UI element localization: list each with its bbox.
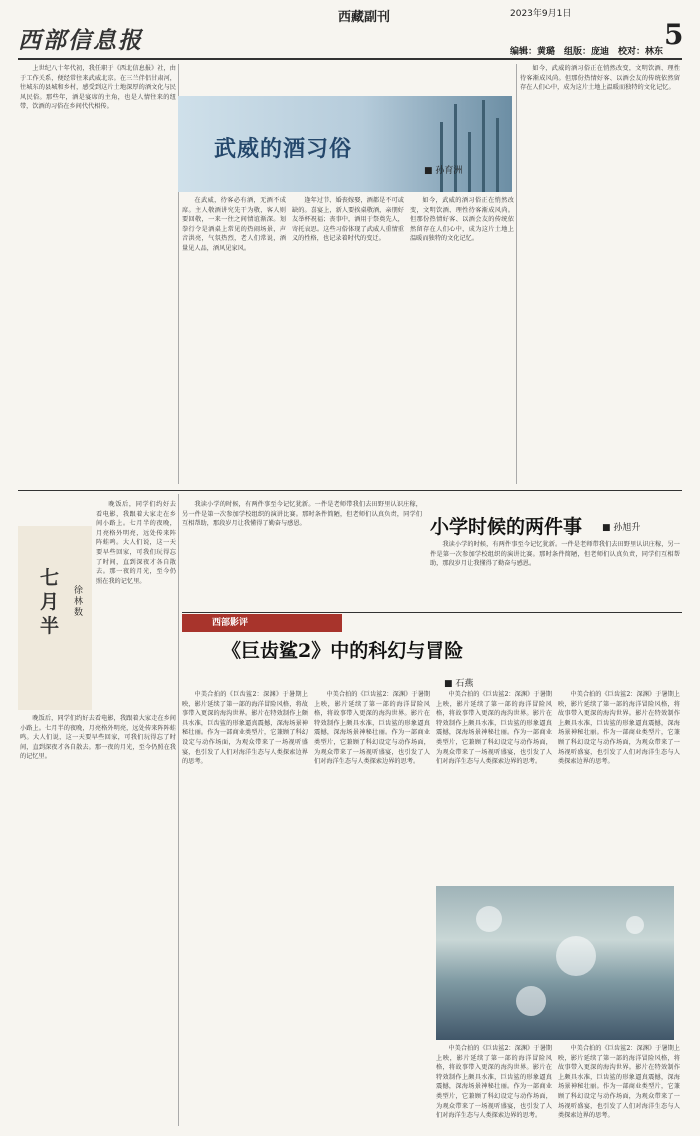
article1-column-1: 上世纪八十年代初，我任职于《西北信息报》社，由于工作关系，便经常往来武威北京。在三兰伴侣甘肃河，往城东的县城和乡村，感受到这片土地深厚的酒文化与民风民俗。那些年，酒是宴席的主角，也是人情往来的纽带，饮酒的习俗在乡间代代相传。 [20, 65, 176, 111]
article1-column-2: 在武威，待客必有酒，无酒不成席。主人敬酒讲究先干为敬，客人则要回敬，一来一往之间情谊渐深。划拳行令是酒桌上常见的热闹场景，声音洪亮，气氛热烈，老人们常说，酒量见人品，酒风见家风。 [182, 197, 286, 252]
novel-title: 七月半 [40, 567, 60, 637]
article2-title: 小学时候的两件事 [430, 516, 583, 538]
article1-column-3: 逢年过节、婚丧嫁娶，酒都是不可或缺的。喜宴上，新人要挨桌敬酒，亲朋好友举杯祝福；丧事中，酒用于祭奠先人，寄托哀思。这些习俗体现了武威人重情重义的性格，也记录着时代的变迁。 [292, 197, 404, 243]
article3-title: 《巨齿鲨2》中的科幻与冒险 [222, 640, 464, 662]
article3-column-2: 中美合拍的《巨齿鲨2：深渊》于暑期上映，影片延续了第一部的海洋冒险风格，将故事带入更深的海沟世界。影片在特效制作上颇具水准，巨齿鲨的形象逼真震撼，深海场景神秘壮丽。作为一部商业类型片，它兼顾了科幻设定与动作场面，为观众带来了一场视听盛宴，也引发了人们对海洋生态与人类探索边界的思考。 [314, 691, 430, 766]
article2-text-right: 我读小学的时候，有两件事至今记忆犹新。一件是老师带我们去田野里认识庄稼，另一件是第一次参加学校组织的演讲比赛。那时条件简陋，但老师们认真负责，同学们互相帮助，那段岁月让我懂得了勤奋与感恩。 [430, 541, 680, 568]
article1-column-5: 如今，武威的酒习俗正在悄然改变，文明饮酒、理性待客渐成风尚。但那份热情好客、以酒会友的传统依然留存在人们心中，成为这片土地上温暖而独特的文化记忆。 [520, 65, 680, 92]
article3-column-1: 中美合拍的《巨齿鲨2：深渊》于暑期上映，影片延续了第一部的海洋冒险风格，将故事带入更深的海沟世界。影片在特效制作上颇具水准，巨齿鲨的形象逼真震撼，深海场景神秘壮丽。作为一部商业类型片，它兼顾了科幻设定与动作场面，为观众带来了一场视听盛宴，也引发了人们对海洋生态与人类探索边界的思考。 [182, 691, 308, 766]
article3-column-3-bottom: 中美合拍的《巨齿鲨2：深渊》于暑期上映，影片延续了第一部的海洋冒险风格，将故事带入更深的海沟世界。影片在特效制作上颇具水准，巨齿鲨的形象逼真震撼，深海场景神秘壮丽。作为一部商业类型片，它兼顾了科幻设定与动作场面，为观众带来了一场视听盛宴，也引发了人们对海洋生态与人类探索边界的思考。 [436, 1045, 552, 1120]
novel-author: 徐 林数 [74, 586, 84, 618]
novel-title-box [18, 526, 92, 710]
column-divider [516, 64, 517, 484]
header-rule [18, 58, 682, 60]
shark-movie-photo [436, 886, 674, 1040]
article3-column-3: 中美合拍的《巨齿鲨2：深渊》于暑期上映，影片延续了第一部的海洋冒险风格，将故事带入更深的海沟世界。影片在特效制作上颇具水准，巨齿鲨的形象逼真震撼，深海场景神秘壮丽。作为一部商业类型片，它兼顾了科幻设定与动作场面，为观众带来了一场视听盛宴，也引发了人们对海洋生态与人类探索边界的思考。 [436, 691, 552, 766]
article1-column-4: 如今，武威的酒习俗正在悄然改变，文明饮酒、理性待客渐成风尚。但那份热情好客、以酒会友的传统依然留存在人们心中，成为这片土地上温暖而独特的文化记忆。 [410, 197, 514, 243]
article1-author: ■ 孙育洲 [424, 166, 463, 176]
article3-column-4: 中美合拍的《巨齿鲨2：深渊》于暑期上映，影片延续了第一部的海洋冒险风格，将故事带入更深的海沟世界。影片在特效制作上颇具水准，巨齿鲨的形象逼真震撼，深海场景神秘壮丽。作为一部商业类型片，它兼顾了科幻设定与动作场面，为观众带来了一场视听盛宴，也引发了人们对海洋生态与人类探索边界的思考。 [558, 691, 680, 766]
article1-banner [178, 96, 512, 192]
section-title: 西部信息报 [18, 27, 143, 54]
article2-text-left: 我读小学的时候，有两件事至今记忆犹新。一件是老师带我们去田野里认识庄稼，另一件是第一次参加学校组织的演讲比赛。那时条件简陋，但老师们认真负责，同学们互相帮助，那段岁月让我懂得了勤奋与感恩。 [182, 501, 422, 528]
section-rule [182, 612, 682, 613]
section-rule [18, 490, 682, 491]
novel-text-top: 晚饭后，同学们约好去看电影，我跟着大家走在乡间小路上。七月半的夜晚，月亮格外明亮，远处传来阵阵蛙鸣。大人们说，这一天要早些回家，可我们玩得忘了时间，直到深夜才各自散去。那一夜的月光，至今仍照在我的记忆里。 [96, 501, 176, 585]
issue-date: 2023年9月1日 [510, 9, 572, 19]
article2-author: ■ 孙旭升 [602, 523, 641, 533]
film-review-section-label: 西部影评 [182, 614, 342, 632]
article3-column-4-bottom: 中美合拍的《巨齿鲨2：深渊》于暑期上映，影片延续了第一部的海洋冒险风格，将故事带入更深的海沟世界。影片在特效制作上颇具水准，巨齿鲨的形象逼真震撼，深海场景神秘壮丽。作为一部商业类型片，它兼顾了科幻设定与动作场面，为观众带来了一场视听盛宴，也引发了人们对海洋生态与人类探索边界的思考。 [558, 1045, 680, 1120]
article3-author: ■ 石燕 [444, 679, 474, 689]
brand-name: 西藏副刊 [338, 10, 391, 25]
column-divider [178, 494, 179, 1126]
page-header [0, 0, 700, 60]
novel-text-bottom: 晚饭后，同学们约好去看电影，我跟着大家走在乡间小路上。七月半的夜晚，月亮格外明亮，远处传来阵阵蛙鸣。大人们说，这一天要早些回家，可我们玩得忘了时间，直到深夜才各自散去。那一夜的月光，至今仍照在我的记忆里。 [20, 715, 176, 761]
editor-credits: 编辑：黄璐 组版：庞迪 校对：林东 [510, 47, 664, 57]
article1-title: 武威的酒习俗 [214, 136, 353, 162]
page-number: 5 [664, 18, 684, 51]
